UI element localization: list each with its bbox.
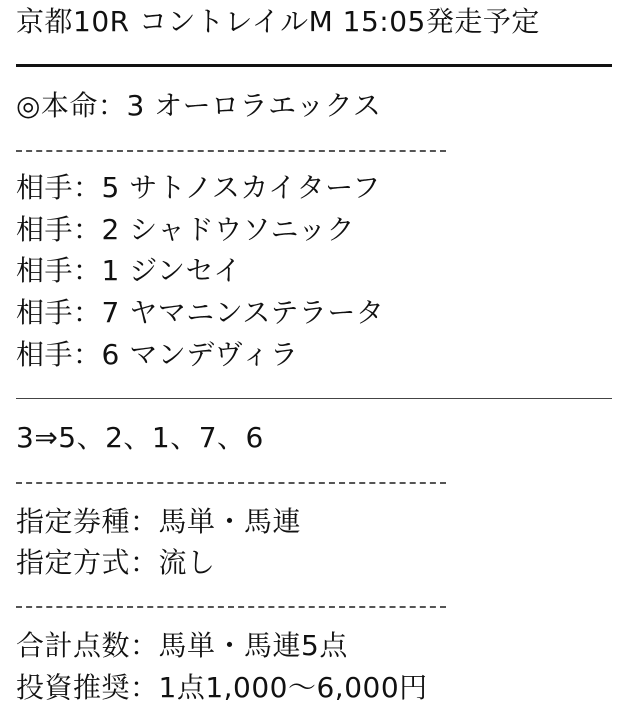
- aite-horse: 7 ヤマニンステラータ: [101, 296, 385, 329]
- aite-row: [16, 293, 384, 333]
- aite-horse: 5 サトノスカイターフ: [101, 171, 381, 204]
- bet-method-value: 流し: [158, 546, 216, 579]
- aite-horse: 2 シャドウソニック: [101, 213, 355, 246]
- bet-method-row: [16, 543, 216, 583]
- aite-horse: 6 マンデヴィラ: [101, 338, 299, 371]
- total-points-row: [16, 626, 348, 666]
- bet-method-label: 指定方式：: [16, 546, 159, 579]
- dashed-divider: [16, 606, 446, 608]
- aite-label: 相手：: [16, 338, 102, 371]
- dashed-divider: [16, 150, 446, 152]
- bet-type-value: 馬単・馬連: [158, 505, 302, 538]
- total-points-label: 合計点数：: [16, 629, 159, 662]
- bet-type-label: 指定券種：: [16, 505, 159, 538]
- title-divider: [16, 64, 612, 67]
- honmei-horse: 3 オーロラエックス: [126, 89, 382, 122]
- honmei-label: ◎本命：: [16, 89, 127, 122]
- honmei-row: [16, 86, 381, 126]
- race-title: 京都10R コントレイルM 15:05発走予定: [16, 5, 540, 38]
- aite-row: [16, 210, 355, 250]
- dashed-divider: [16, 482, 446, 484]
- aite-row: [16, 335, 299, 375]
- aite-row: [16, 168, 381, 208]
- investment-row: [16, 668, 428, 708]
- aite-label: 相手：: [16, 171, 102, 204]
- investment-value: 1点1,000〜6,000円: [158, 671, 428, 704]
- aite-label: 相手：: [16, 213, 102, 246]
- combination-line: 3⇒5、2、1、7、6: [16, 421, 264, 454]
- total-points-value: 馬単・馬連5点: [158, 629, 348, 662]
- aite-row: [16, 251, 242, 291]
- aite-label: 相手：: [16, 254, 102, 287]
- solid-divider: [16, 398, 612, 399]
- aite-label: 相手：: [16, 296, 102, 329]
- investment-label: 投資推奨：: [16, 671, 159, 704]
- bet-type-row: [16, 502, 301, 542]
- aite-horse: 1 ジンセイ: [101, 254, 242, 287]
